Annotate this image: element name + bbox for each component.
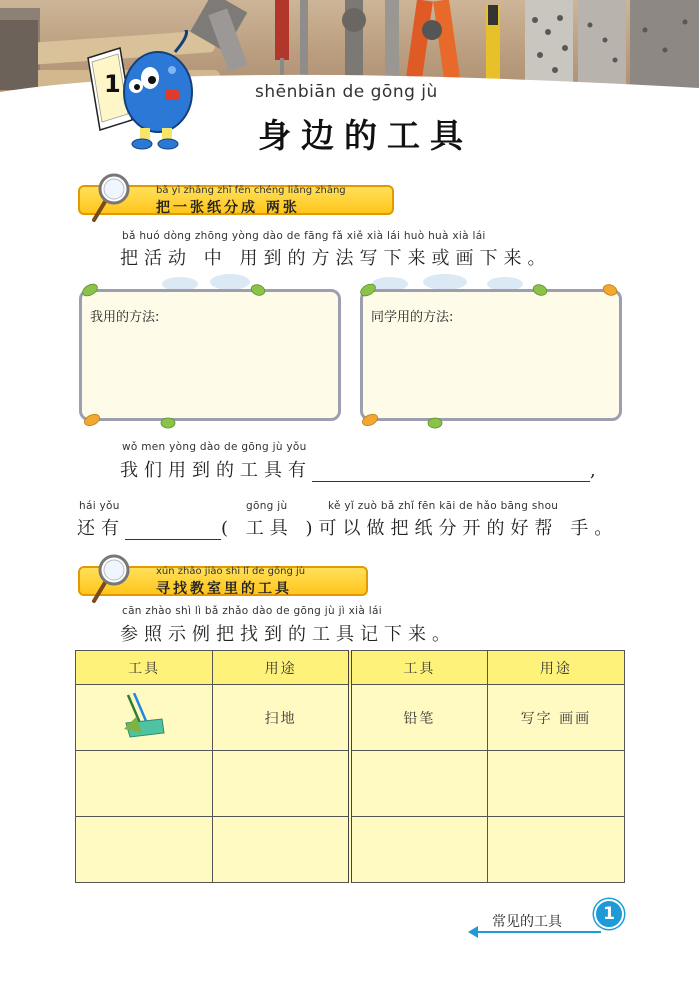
instruction1-text: 把活动 中 用到的方法写下来或画下来。 xyxy=(120,248,552,269)
page-title: 身边的工具 xyxy=(258,116,473,155)
section2-title: 寻找教室里的工具 xyxy=(156,581,292,597)
tools-used-blank[interactable] xyxy=(312,462,590,482)
table-header-use: 用途 xyxy=(213,651,350,685)
table-cell[interactable]: 扫地 xyxy=(213,685,350,751)
table-cell[interactable] xyxy=(487,751,624,817)
line1 xyxy=(120,456,602,482)
tools-table xyxy=(75,650,625,883)
leaf-decorations xyxy=(70,278,630,438)
instruction2-pinyin: cān zhào shì lì bǎ zhǎo dào de gōng jù jì xià lái xyxy=(122,605,382,617)
table-cell-example-tool xyxy=(76,685,213,751)
footer-arrow-icon xyxy=(466,912,606,938)
line2-tool: ( 工具 ) xyxy=(221,518,319,539)
table-cell[interactable] xyxy=(213,817,350,883)
table-row xyxy=(76,817,625,883)
table-header-tool: 工具 xyxy=(76,651,213,685)
table-cell[interactable] xyxy=(76,817,213,883)
table-row xyxy=(76,751,625,817)
line2-pinyin-c: kě yǐ zuò bǎ zhǐ fēn kāi de hǎo bāng shou xyxy=(328,500,559,512)
table-cell[interactable] xyxy=(76,751,213,817)
table-row xyxy=(76,685,625,751)
lesson-number: 1 xyxy=(104,70,121,98)
magnifier-icon xyxy=(88,553,136,605)
table-cell[interactable]: 写字 画画 xyxy=(487,685,624,751)
table-header-tool: 工具 xyxy=(350,651,487,685)
section2-title-pinyin: xún zhǎo jiào shì lǐ de gōng jù xyxy=(156,566,306,577)
line2-pinyin-b: gōng jù xyxy=(246,500,288,512)
line1-text: 我们用到的工具有 xyxy=(120,460,312,481)
line1-comma: , xyxy=(590,460,602,481)
table-cell[interactable] xyxy=(350,817,487,883)
table-cell[interactable] xyxy=(487,817,624,883)
mascot-illustration xyxy=(80,30,210,150)
instruction2-text: 参照示例把找到的工具记下来。 xyxy=(120,624,456,645)
title-pinyin: shēnbiān de gōng jù xyxy=(255,82,438,102)
line1-pinyin: wǒ men yòng dào de gōng jù yǒu xyxy=(122,441,307,453)
footer-unit-label: 常见的工具 xyxy=(492,914,562,930)
table-cell[interactable]: 铅笔 xyxy=(350,685,487,751)
page-number: 1 xyxy=(594,899,624,929)
line2-start: 还有 xyxy=(77,518,125,539)
table-cell[interactable] xyxy=(213,751,350,817)
line2-pinyin-a: hái yǒu xyxy=(79,500,120,512)
table-header-use: 用途 xyxy=(487,651,624,685)
broom-dustpan-icon xyxy=(120,693,168,739)
table-cell[interactable] xyxy=(350,751,487,817)
line2-end: 可以做把纸分开的好帮 手。 xyxy=(318,518,619,539)
section1-title: 把一张纸分成 两张 xyxy=(156,200,300,216)
classmate-method-label: 同学用的方法: xyxy=(371,310,454,325)
magnifier-icon xyxy=(88,172,136,224)
other-tool-blank[interactable] xyxy=(125,520,221,540)
section1-title-pinyin: bǎ yì zhāng zhǐ fēn chéng liǎng zhāng xyxy=(156,185,346,196)
instruction1-pinyin: bǎ huó dòng zhōng yòng dào de fāng fǎ xiě xià lái huò huà xià lái xyxy=(122,230,486,242)
table-header-row xyxy=(76,651,625,685)
line2 xyxy=(77,514,618,540)
my-method-label: 我用的方法: xyxy=(90,310,160,325)
